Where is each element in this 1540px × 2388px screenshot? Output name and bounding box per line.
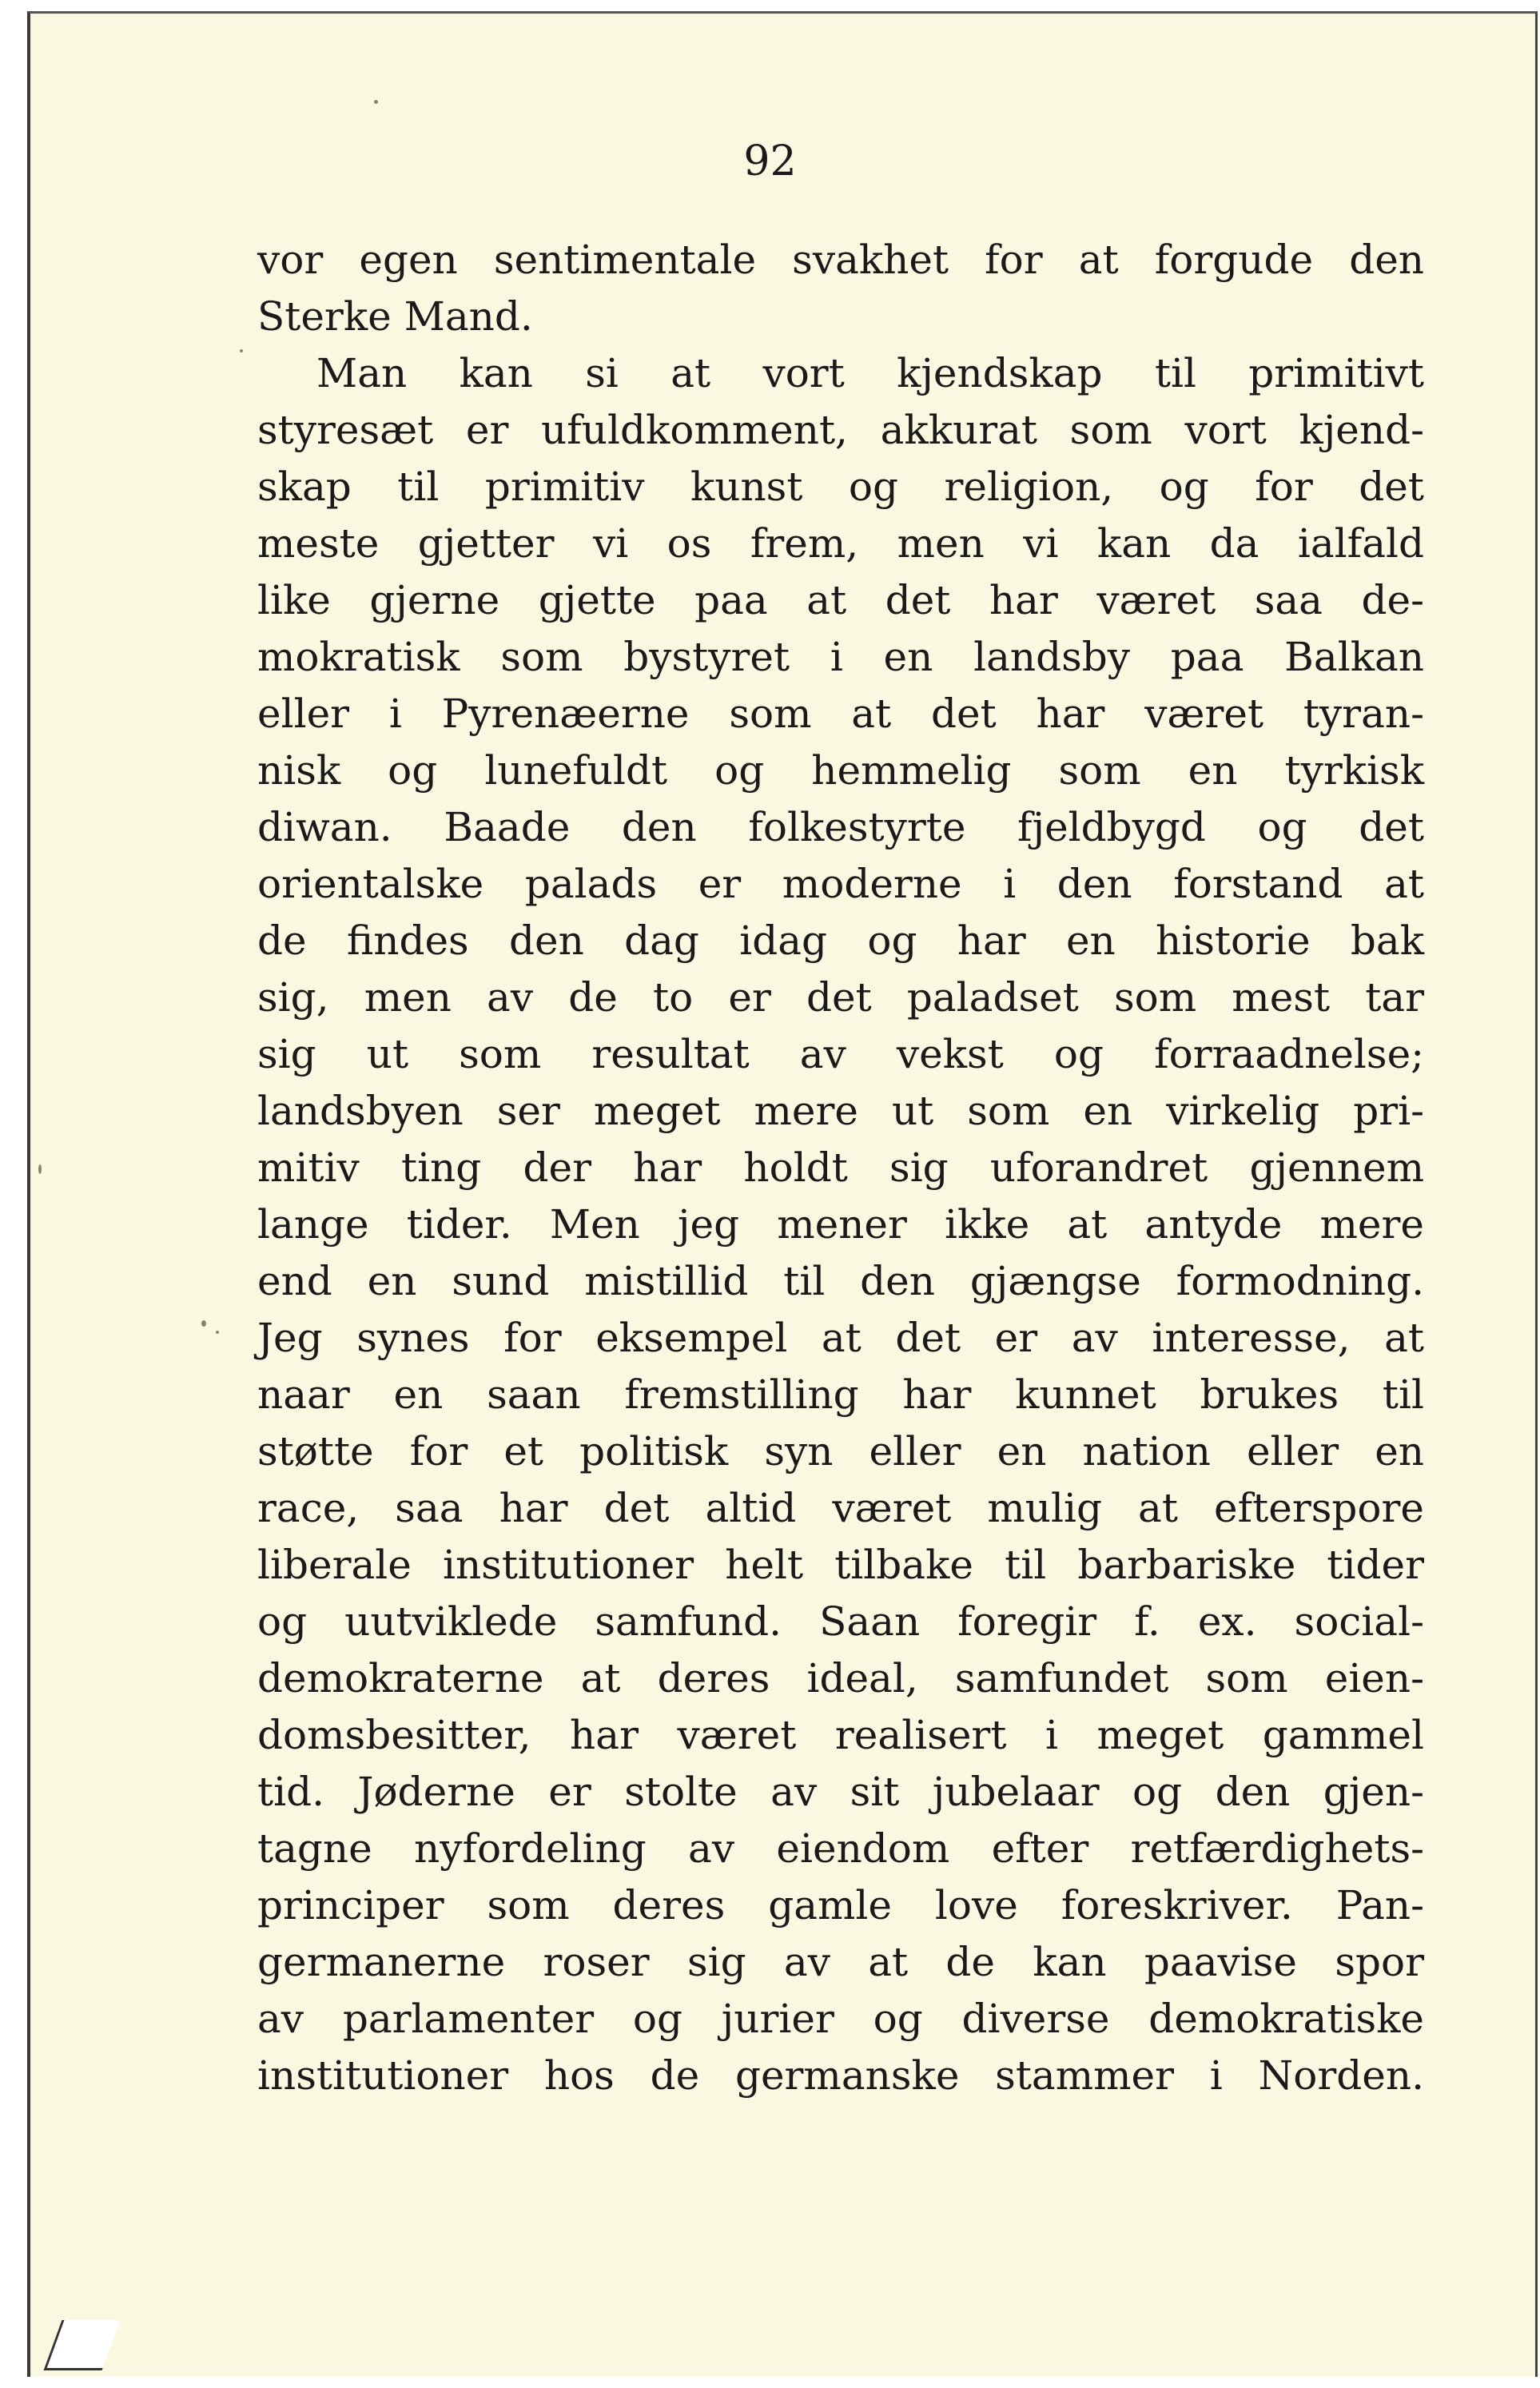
text-line: landsbyen ser meget mere ut som en virkelig pri- (257, 1088, 1424, 1134)
text-line: de findes den dag idag og har en historie bak (257, 917, 1424, 964)
text-line: meste gjetter vi os frem, men vi kan da ialfald (257, 520, 1424, 567)
text-line: Sterke Mand. (257, 293, 533, 340)
paper-speck (374, 100, 378, 104)
text-line: liberale institutioner helt tilbake til barbariske tider (257, 1542, 1424, 1588)
text-line: skap til primitiv kunst og religion, og for det (257, 464, 1424, 510)
text-line: tid. Jøderne er stolte av sit jubelaar og den gjen- (257, 1769, 1424, 1815)
text-line: støtte for et politisk syn eller en nation eller en (257, 1428, 1424, 1475)
text-line: tagne nyfordeling av eiendom efter retfærdighets- (257, 1825, 1424, 1872)
page-number: 92 (743, 137, 797, 185)
text-line: end en sund mistillid til den gjængse formodning. (257, 1258, 1424, 1304)
text-line: sig ut som resultat av vekst og forraadnelse; (257, 1031, 1424, 1077)
text-line: demokraterne at deres ideal, samfundet som eien- (257, 1655, 1424, 1701)
text-line: race, saa har det altid været mulig at efterspore (257, 1485, 1424, 1531)
text-line: Man kan si at vort kjendskap til primitivt (316, 350, 1424, 396)
text-line: styresæt er ufuldkomment, akkurat som vort kjend- (257, 407, 1424, 453)
folded-corner (44, 2320, 121, 2370)
text-line: germanerne roser sig av at de kan paavise spor (257, 1939, 1424, 1985)
text-line: av parlamenter og jurier og diverse demokratiske (257, 1996, 1424, 2042)
body-text (257, 232, 1424, 2104)
text-line: like gjerne gjette paa at det har været saa de- (257, 577, 1424, 623)
text-line: principer som deres gamle love foreskriver. Pan- (257, 1882, 1424, 1928)
text-line: mitiv ting der har holdt sig uforandret gjennem (257, 1144, 1424, 1191)
text-line: vor egen sentimentale svakhet for at forgude den (257, 237, 1424, 283)
text-line: nisk og lunefuldt og hemmelig som en tyrkisk (257, 747, 1424, 794)
text-line: orientalske palads er moderne i den forstand at (257, 861, 1424, 907)
text-line: og uutviklede samfund. Saan foregir f. ex. social- (257, 1598, 1424, 1645)
text-line: sig, men av de to er det paladset som mest tar (257, 974, 1424, 1021)
text-line: domsbesitter, har været realisert i meget gammel (257, 1712, 1424, 1758)
paper-speck (240, 349, 243, 352)
paper-speck (216, 1331, 219, 1334)
text-line: lange tider. Men jeg mener ikke at antyde mere (257, 1201, 1424, 1248)
text-line: institutioner hos de germanske stammer i Norden. (257, 2052, 1424, 2099)
text-line: Jeg synes for eksempel at det er av interesse, at (257, 1315, 1424, 1361)
text-line: mokratisk som bystyret i en landsby paa Balkan (257, 634, 1424, 680)
paper-speck (201, 1320, 206, 1327)
text-line: naar en saan fremstilling har kunnet brukes til (257, 1371, 1424, 1418)
text-line: diwan. Baade den folkestyrte fjeldbygd og det (257, 804, 1424, 850)
text-line: eller i Pyrenæerne som at det har været tyran- (257, 691, 1424, 737)
paper-speck (38, 1164, 42, 1174)
